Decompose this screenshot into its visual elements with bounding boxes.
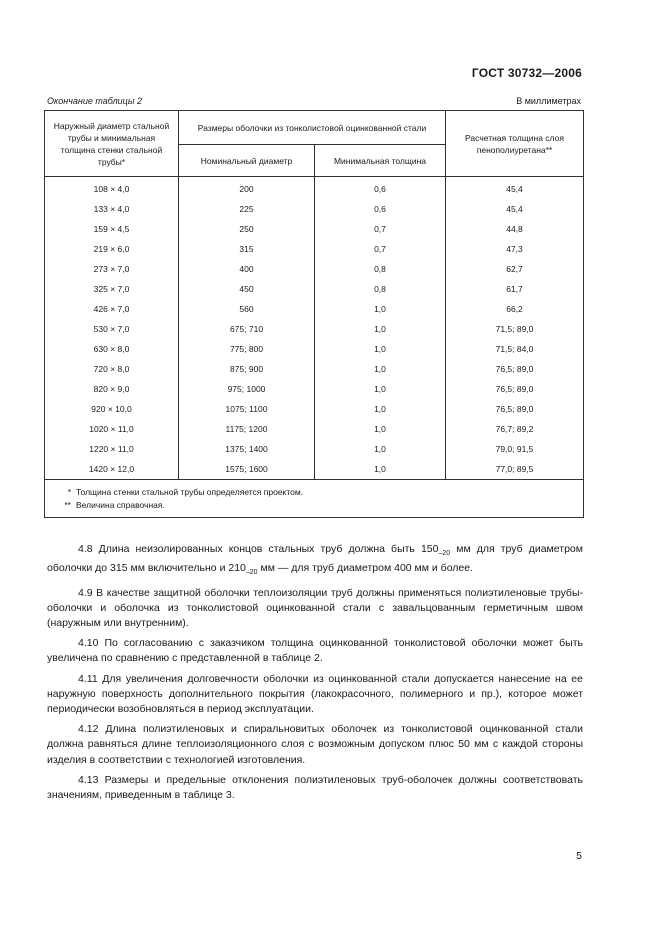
cell-foam-thickness: 45,4 — [446, 177, 584, 200]
table-row — [45, 177, 584, 200]
cell-foam-thickness: 76,7; 89,2 — [446, 419, 584, 439]
cell-pipe-size: 1420 × 12,0 — [45, 459, 179, 480]
table-footnotes — [45, 480, 584, 518]
cell-min-thickness: 0,6 — [315, 199, 446, 219]
header-min-thickness: Минимальная толщина — [315, 145, 446, 177]
cell-pipe-size: 820 × 9,0 — [45, 379, 179, 399]
paragraph-4-9: 4.9 В качестве защитной оболочки теплоизоляции труб должны применяться полиэтиленовые трубы-оболочки и оболочка из тонколистовой оцинкованной стали с завальцованным герметичным швом (наружным или внутренним). — [47, 586, 583, 629]
cell-foam-thickness: 79,0; 91,5 — [446, 439, 584, 459]
cell-min-thickness: 0,6 — [315, 177, 446, 200]
cell-min-thickness: 0,8 — [315, 259, 446, 279]
cell-nominal-diameter: 1075; 1100 — [179, 399, 315, 419]
cell-nominal-diameter: 975; 1000 — [179, 379, 315, 399]
cell-pipe-size: 108 × 4,0 — [45, 177, 179, 200]
cell-pipe-size: 720 × 8,0 — [45, 359, 179, 379]
cell-nominal-diameter: 775; 800 — [179, 339, 315, 359]
cell-foam-thickness: 76,5; 89,0 — [446, 359, 584, 379]
cell-nominal-diameter: 1575; 1600 — [179, 459, 315, 480]
header-shell-group: Размеры оболочки из тонколистовой оцинкованной стали — [179, 111, 446, 145]
cell-min-thickness: 1,0 — [315, 319, 446, 339]
cell-foam-thickness: 76,5; 89,0 — [446, 399, 584, 419]
cell-min-thickness: 1,0 — [315, 419, 446, 439]
cell-nominal-diameter: 315 — [179, 239, 315, 259]
table-row — [45, 199, 584, 219]
table-row — [45, 219, 584, 239]
table-row — [45, 359, 584, 379]
table-row — [45, 319, 584, 339]
header-pipe-diameter: Наружный диаметр стальной трубы и минимальная толщина стенки стальной трубы* — [45, 111, 179, 177]
table-row — [45, 259, 584, 279]
cell-nominal-diameter: 560 — [179, 299, 315, 319]
table-row — [45, 419, 584, 439]
page-number: 5 — [576, 850, 582, 862]
cell-foam-thickness: 45,4 — [446, 199, 584, 219]
table-units: В миллиметрах — [516, 96, 581, 106]
cell-min-thickness: 1,0 — [315, 359, 446, 379]
pipe-dimensions-table — [44, 110, 584, 518]
header-nominal-diameter: Номинальный диаметр — [179, 145, 315, 177]
cell-min-thickness: 0,7 — [315, 239, 446, 259]
cell-pipe-size: 133 × 4,0 — [45, 199, 179, 219]
paragraph-4-13: 4.13 Размеры и предельные отклонения полиэтиленовых труб-оболочек должны соответствовать значениям, приведенным в таблице 3. — [47, 773, 583, 802]
cell-min-thickness: 0,8 — [315, 279, 446, 299]
cell-min-thickness: 1,0 — [315, 299, 446, 319]
cell-foam-thickness: 62,7 — [446, 259, 584, 279]
cell-foam-thickness: 44,8 — [446, 219, 584, 239]
cell-foam-thickness: 61,7 — [446, 279, 584, 299]
cell-pipe-size: 1020 × 11,0 — [45, 419, 179, 439]
cell-nominal-diameter: 400 — [179, 259, 315, 279]
cell-nominal-diameter: 200 — [179, 177, 315, 200]
cell-foam-thickness: 71,5; 89,0 — [446, 319, 584, 339]
cell-foam-thickness: 71,5; 84,0 — [446, 339, 584, 359]
table-caption: Окончание таблицы 2 — [47, 96, 142, 106]
cell-pipe-size: 159 × 4,5 — [45, 219, 179, 239]
header-foam-thickness: Расчетная толщина слоя пенополиуретана** — [446, 111, 584, 177]
cell-pipe-size: 630 × 8,0 — [45, 339, 179, 359]
paragraph-4-10: 4.10 По согласованию с заказчиком толщина оцинкованной тонколистовой оболочки может быть увеличена по сравнению с представленной в таблице 2. — [47, 637, 583, 665]
cell-foam-thickness: 47,3 — [446, 239, 584, 259]
cell-min-thickness: 1,0 — [315, 439, 446, 459]
cell-pipe-size: 273 × 7,0 — [45, 259, 179, 279]
cell-min-thickness: 1,0 — [315, 339, 446, 359]
standard-header: ГОСТ 30732—2006 — [471, 66, 582, 80]
table-row — [45, 239, 584, 259]
footnote: ** Величина справочная. — [64, 500, 165, 510]
cell-pipe-size: 325 × 7,0 — [45, 279, 179, 299]
cell-foam-thickness: 76,5; 89,0 — [446, 379, 584, 399]
cell-min-thickness: 1,0 — [315, 459, 446, 480]
paragraph-4-12: 4.12 Длина полиэтиленовых и спиральновитых оболочек из тонколистовой оцинкованной стали должна равняться длине теплоизоляционного слоя с возможным допуском плюс 50 мм с каждой стороны изделия в соответствии с технологией изготовления. — [47, 723, 583, 766]
table-row — [45, 459, 584, 480]
cell-pipe-size: 219 × 6,0 — [45, 239, 179, 259]
cell-pipe-size: 1220 × 11,0 — [45, 439, 179, 459]
cell-nominal-diameter: 225 — [179, 199, 315, 219]
table-row — [45, 379, 584, 399]
cell-nominal-diameter: 250 — [179, 219, 315, 239]
table-row — [45, 339, 584, 359]
table-row — [45, 299, 584, 319]
cell-foam-thickness: 66,2 — [446, 299, 584, 319]
cell-min-thickness: 0,7 — [315, 219, 446, 239]
footnote: * Толщина стенки стальной трубы определяется проектом. — [67, 487, 304, 497]
body-text — [47, 542, 583, 808]
table-row — [45, 279, 584, 299]
cell-foam-thickness: 77,0; 89,5 — [446, 459, 584, 480]
paragraph-4-11: 4.11 Для увеличения долговечности оболочки из оцинкованной стали допускается нанесение на ее наружную поверхность дополнительного покрытия (лакокрасочного, полимерного и пр.), которое может периодически возобновляться в период эксплуатации. — [47, 672, 583, 716]
table-row — [45, 399, 584, 419]
cell-pipe-size: 920 × 10,0 — [45, 399, 179, 419]
table-row — [45, 439, 584, 459]
cell-nominal-diameter: 450 — [179, 279, 315, 299]
cell-nominal-diameter: 875; 900 — [179, 359, 315, 379]
paragraph-4-8: 4.8 Длина неизолированных концов стальных труб должна быть $150_{-20}$ мм для труб диаметром оболочки до 315 мм включительно и $210_{-20}$ мм — для труб диаметром 400 мм и более. — [47, 543, 583, 577]
cell-min-thickness: 1,0 — [315, 379, 446, 399]
cell-pipe-size: 426 × 7,0 — [45, 299, 179, 319]
cell-pipe-size: 530 × 7,0 — [45, 319, 179, 339]
cell-nominal-diameter: 1375; 1400 — [179, 439, 315, 459]
cell-nominal-diameter: 675; 710 — [179, 319, 315, 339]
cell-min-thickness: 1,0 — [315, 399, 446, 419]
cell-nominal-diameter: 1175; 1200 — [179, 419, 315, 439]
